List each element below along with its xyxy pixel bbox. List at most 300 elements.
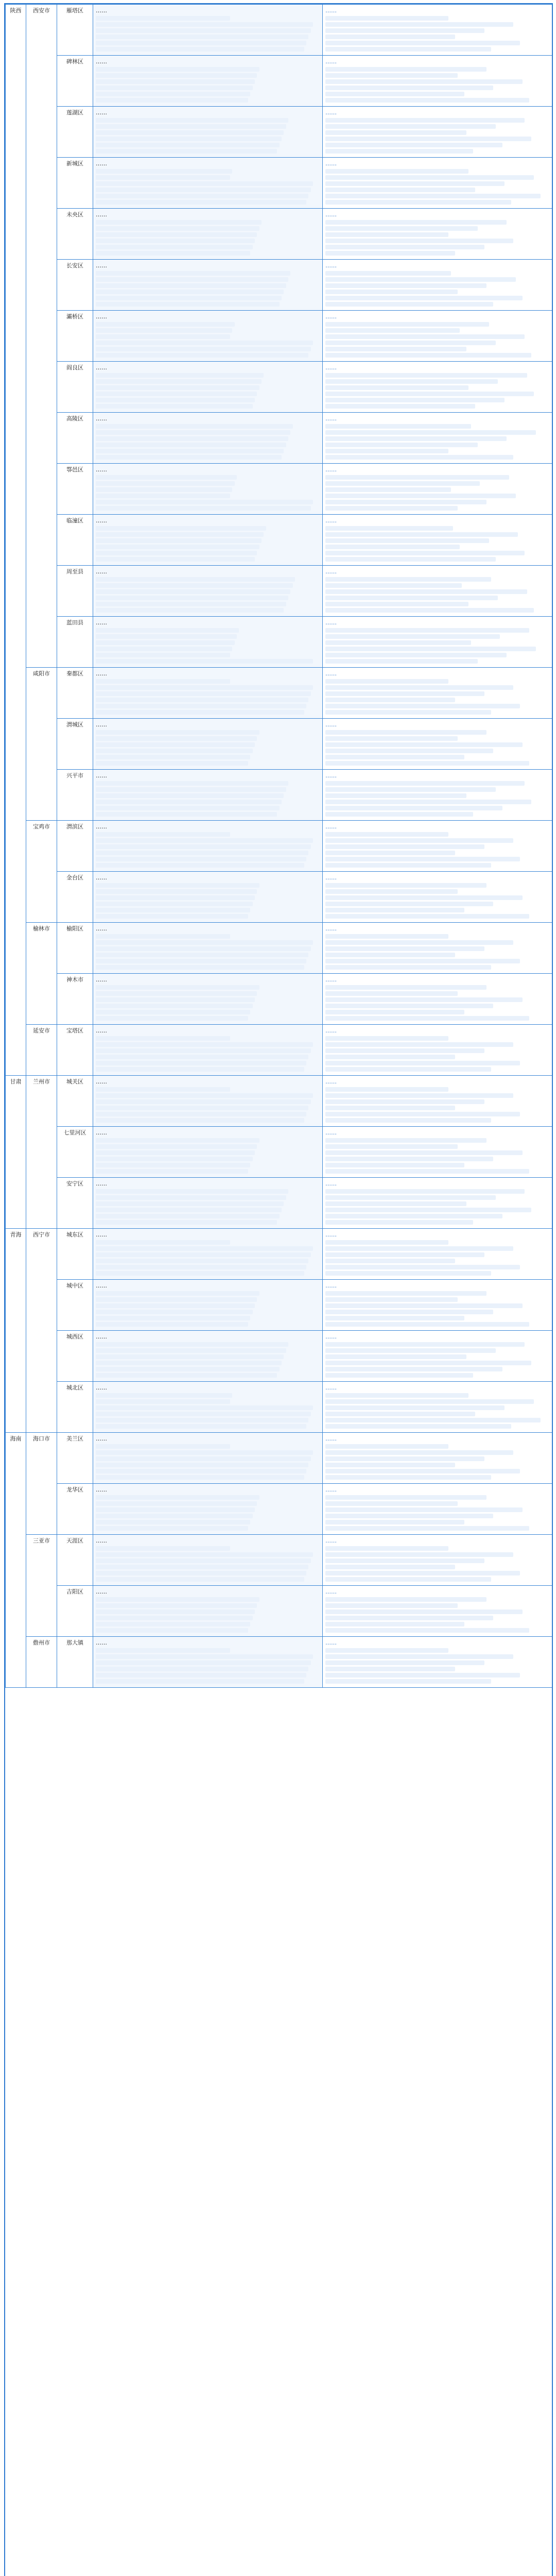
mid-risk-text: …… (325, 925, 337, 932)
text-line-placeholder (325, 755, 464, 759)
text-line-placeholder (96, 1067, 304, 1072)
table-row (6, 413, 552, 464)
text-line-placeholder (325, 1361, 531, 1365)
text-line-placeholder (325, 92, 464, 96)
text-line-placeholder (325, 812, 473, 817)
high-risk-text: …… (96, 1078, 107, 1085)
text-line-placeholder (96, 1361, 282, 1365)
text-line-placeholder (325, 137, 531, 141)
high-risk-text: …… (96, 721, 107, 728)
city-cell: 兰州市 (26, 1076, 57, 1229)
high-risk-text: …… (96, 670, 107, 677)
district-cell: 金台区 (57, 872, 93, 923)
text-line-placeholder (96, 1004, 253, 1008)
mid-risk-text: …… (325, 160, 337, 167)
text-line-placeholder (325, 322, 489, 327)
text-line-placeholder (96, 1520, 250, 1524)
text-line-placeholder (96, 1418, 308, 1422)
text-line-placeholder (96, 1616, 253, 1620)
text-line-placeholder (325, 1609, 523, 1614)
risk-table-body (6, 5, 552, 1688)
table-row (6, 1076, 552, 1127)
text-line-placeholder (325, 1265, 520, 1269)
text-line-placeholder (96, 79, 255, 84)
city-cell: 儋州市 (26, 1637, 57, 1688)
mid-risk-text: …… (325, 415, 337, 422)
mid-risk-text: …… (325, 1588, 337, 1595)
district-cell: 城西区 (57, 1331, 93, 1382)
high-risk-text: …… (96, 1129, 107, 1136)
district-cell: 兴平市 (57, 770, 93, 821)
text-line-placeholder (96, 92, 250, 96)
text-line-placeholder (325, 1495, 486, 1500)
text-line-placeholder (96, 436, 288, 441)
text-line-placeholder (325, 895, 523, 900)
high-risk-text: …… (96, 466, 107, 473)
table-row (6, 1484, 552, 1535)
text-line-placeholder (96, 328, 232, 333)
high-risk-text: …… (96, 1435, 107, 1442)
text-line-placeholder (325, 710, 491, 715)
text-line-placeholder (96, 1399, 230, 1404)
district-cell: 高陵区 (57, 413, 93, 464)
text-line-placeholder (325, 1036, 448, 1041)
text-line-placeholder (96, 475, 237, 480)
text-line-placeholder (96, 1514, 253, 1518)
text-line-placeholder (96, 685, 313, 690)
high-risk-cell (93, 668, 323, 719)
text-line-placeholder (325, 475, 509, 480)
text-line-placeholder (325, 551, 525, 555)
district-cell: 城关区 (57, 1076, 93, 1127)
table-row (6, 1178, 552, 1229)
text-line-placeholder (325, 1520, 464, 1524)
text-line-placeholder (96, 1163, 250, 1167)
district-cell: 城东区 (57, 1229, 93, 1280)
district-cell: 莲湖区 (57, 107, 93, 158)
district-cell: 鄠邑区 (57, 464, 93, 515)
text-line-placeholder (325, 41, 520, 45)
mid-risk-text: …… (325, 58, 337, 65)
text-line-placeholder (96, 430, 290, 435)
table-row (6, 668, 552, 719)
text-line-placeholder (325, 1099, 484, 1104)
text-line-placeholder (96, 1603, 257, 1608)
text-line-placeholder (325, 181, 505, 186)
text-line-placeholder (325, 902, 493, 906)
text-line-placeholder (325, 1507, 523, 1512)
text-line-placeholder (96, 602, 286, 606)
text-line-placeholder (325, 1201, 466, 1206)
table-row (6, 719, 552, 770)
text-line-placeholder (96, 1265, 306, 1269)
text-line-placeholder (96, 895, 255, 900)
text-line-placeholder (325, 1546, 448, 1551)
mid-risk-cell (323, 1484, 552, 1535)
text-line-placeholder (96, 1220, 277, 1225)
text-line-placeholder (96, 1660, 311, 1665)
mid-risk-text: …… (325, 1333, 337, 1340)
district-cell: 未央区 (57, 209, 93, 260)
text-line-placeholder (96, 551, 257, 555)
text-line-placeholder (325, 1514, 493, 1518)
text-line-placeholder (325, 1106, 455, 1110)
text-line-placeholder (96, 1673, 306, 1677)
text-line-placeholder (325, 1418, 541, 1422)
text-line-placeholder (96, 1169, 248, 1174)
table-row (6, 974, 552, 1025)
text-line-placeholder (96, 908, 250, 912)
text-line-placeholder (96, 679, 230, 684)
mid-risk-cell (323, 1025, 552, 1076)
text-line-placeholder (325, 1571, 520, 1575)
table-row (6, 1229, 552, 1280)
text-line-placeholder (325, 1660, 484, 1665)
text-line-placeholder (325, 1354, 466, 1359)
mid-risk-text: …… (325, 7, 337, 14)
high-risk-text: …… (96, 1333, 107, 1340)
text-line-placeholder (96, 710, 304, 715)
text-line-placeholder (96, 1609, 255, 1614)
text-line-placeholder (325, 1552, 513, 1557)
text-line-placeholder (325, 22, 513, 27)
text-line-placeholder (96, 1195, 286, 1200)
city-cell: 西安市 (26, 5, 57, 668)
text-line-placeholder (325, 985, 486, 990)
high-risk-text: …… (96, 1027, 107, 1034)
high-risk-text: …… (96, 568, 107, 575)
district-cell: 榆阳区 (57, 923, 93, 974)
high-risk-text: …… (96, 1537, 107, 1544)
text-line-placeholder (96, 761, 248, 766)
text-line-placeholder (325, 232, 448, 237)
text-line-placeholder (325, 1010, 464, 1014)
text-line-placeholder (325, 1055, 455, 1059)
text-line-placeholder (96, 914, 248, 919)
high-risk-cell (93, 566, 323, 617)
text-line-placeholder (96, 1463, 308, 1467)
text-line-placeholder (325, 800, 531, 804)
text-line-placeholder (96, 143, 280, 147)
text-line-placeholder (325, 169, 468, 174)
text-line-placeholder (96, 857, 306, 861)
district-cell: 阎良区 (57, 362, 93, 413)
text-line-placeholder (96, 1138, 259, 1143)
district-cell: 天涯区 (57, 1535, 93, 1586)
text-line-placeholder (96, 1240, 230, 1245)
text-line-placeholder (96, 1565, 308, 1569)
text-line-placeholder (325, 1297, 458, 1302)
mid-risk-cell (323, 56, 552, 107)
mid-risk-text: …… (325, 976, 337, 983)
text-line-placeholder (325, 455, 513, 460)
city-cell: 延安市 (26, 1025, 57, 1076)
text-line-placeholder (96, 793, 284, 798)
table-row (6, 617, 552, 668)
high-risk-text: …… (96, 976, 107, 983)
high-risk-cell (93, 1433, 323, 1484)
text-line-placeholder (325, 679, 448, 684)
text-line-placeholder (96, 889, 257, 894)
table-row (6, 821, 552, 872)
text-line-placeholder (96, 455, 282, 460)
mid-risk-cell (323, 464, 552, 515)
district-cell: 新城区 (57, 158, 93, 209)
text-line-placeholder (96, 1348, 286, 1353)
text-line-placeholder (325, 1061, 520, 1065)
text-line-placeholder (325, 914, 529, 919)
text-line-placeholder (325, 404, 475, 409)
text-line-placeholder (96, 385, 259, 390)
high-risk-text: …… (96, 1231, 107, 1238)
text-line-placeholder (325, 1622, 464, 1626)
text-line-placeholder (96, 1316, 250, 1320)
text-line-placeholder (96, 538, 262, 543)
high-risk-cell (93, 1076, 323, 1127)
text-line-placeholder (325, 1303, 523, 1308)
risk-table-grid (5, 4, 552, 1688)
text-line-placeholder (96, 1201, 284, 1206)
mid-risk-text: …… (325, 1129, 337, 1136)
text-line-placeholder (96, 1303, 255, 1308)
mid-risk-text: …… (325, 1078, 337, 1085)
high-risk-text: …… (96, 772, 107, 779)
text-line-placeholder (96, 481, 235, 486)
text-line-placeholder (96, 640, 235, 645)
text-line-placeholder (96, 1099, 311, 1104)
table-row (6, 5, 552, 56)
district-cell: 七里河区 (57, 1127, 93, 1178)
high-risk-cell (93, 158, 323, 209)
table-row (6, 1535, 552, 1586)
text-line-placeholder (325, 1367, 502, 1371)
district-cell: 蓝田县 (57, 617, 93, 668)
mid-risk-cell (323, 617, 552, 668)
district-cell: 碑林区 (57, 56, 93, 107)
district-cell: 临潼区 (57, 515, 93, 566)
text-line-placeholder (96, 1010, 250, 1014)
high-risk-cell (93, 923, 323, 974)
text-line-placeholder (325, 1157, 493, 1161)
text-line-placeholder (325, 863, 491, 868)
text-line-placeholder (96, 557, 255, 562)
mid-risk-text: …… (325, 466, 337, 473)
text-line-placeholder (96, 22, 313, 27)
text-line-placeholder (96, 1546, 230, 1551)
text-line-placeholder (325, 685, 513, 690)
text-line-placeholder (325, 1259, 455, 1263)
text-line-placeholder (325, 98, 529, 103)
high-risk-text: …… (96, 1282, 107, 1289)
text-line-placeholder (325, 239, 513, 243)
text-line-placeholder (96, 245, 253, 249)
mid-risk-cell (323, 1433, 552, 1484)
mid-risk-cell (323, 413, 552, 464)
text-line-placeholder (96, 653, 230, 657)
text-line-placeholder (325, 583, 462, 588)
text-line-placeholder (325, 1424, 511, 1429)
high-risk-text: …… (96, 262, 107, 269)
text-line-placeholder (96, 47, 304, 52)
text-line-placeholder (325, 1271, 491, 1276)
high-risk-text: …… (96, 313, 107, 320)
high-risk-cell (93, 515, 323, 566)
text-line-placeholder (325, 749, 493, 753)
text-line-placeholder (96, 704, 306, 708)
risk-area-table (5, 4, 552, 1688)
text-line-placeholder (325, 436, 507, 441)
high-risk-cell (93, 821, 323, 872)
text-line-placeholder (96, 35, 308, 39)
text-line-placeholder (325, 659, 478, 664)
text-line-placeholder (325, 787, 496, 792)
district-cell: 龙华区 (57, 1484, 93, 1535)
text-line-placeholder (96, 844, 311, 849)
mid-risk-cell (323, 872, 552, 923)
text-line-placeholder (96, 832, 230, 837)
mid-risk-text: …… (325, 721, 337, 728)
text-line-placeholder (325, 245, 484, 249)
mid-risk-text: …… (325, 1537, 337, 1544)
district-cell: 长安区 (57, 260, 93, 311)
text-line-placeholder (325, 634, 500, 639)
high-risk-text: …… (96, 1588, 107, 1595)
text-line-placeholder (96, 545, 259, 549)
text-line-placeholder (96, 500, 313, 504)
text-line-placeholder (96, 347, 311, 351)
high-risk-cell (93, 413, 323, 464)
high-risk-cell (93, 1586, 323, 1637)
text-line-placeholder (96, 271, 290, 276)
text-line-placeholder (96, 98, 248, 103)
text-line-placeholder (96, 1106, 308, 1110)
high-risk-cell (93, 1127, 323, 1178)
text-line-placeholder (325, 1048, 484, 1053)
text-line-placeholder (96, 883, 259, 888)
text-line-placeholder (325, 1405, 505, 1410)
text-line-placeholder (325, 1252, 484, 1257)
text-line-placeholder (325, 1322, 529, 1327)
text-line-placeholder (325, 1667, 455, 1671)
mid-risk-text: …… (325, 772, 337, 779)
text-line-placeholder (96, 1571, 306, 1575)
table-row (6, 464, 552, 515)
text-line-placeholder (96, 1648, 230, 1653)
text-line-placeholder (96, 902, 253, 906)
text-line-placeholder (325, 47, 491, 52)
text-line-placeholder (96, 1405, 313, 1410)
mid-risk-text: …… (325, 262, 337, 269)
province-cell: 青海 (6, 1229, 26, 1433)
text-line-placeholder (96, 1322, 248, 1327)
high-risk-text: …… (96, 823, 107, 830)
mid-risk-cell (323, 1637, 552, 1688)
high-risk-text: …… (96, 109, 107, 116)
high-risk-cell (93, 1484, 323, 1535)
text-line-placeholder (325, 1240, 448, 1245)
high-risk-text: …… (96, 7, 107, 14)
table-row (6, 107, 552, 158)
city-cell: 宝鸡市 (26, 821, 57, 923)
text-line-placeholder (96, 1036, 230, 1041)
text-line-placeholder (96, 175, 230, 180)
text-line-placeholder (325, 1214, 502, 1218)
text-line-placeholder (96, 181, 313, 186)
text-line-placeholder (325, 1450, 513, 1455)
text-line-placeholder (325, 704, 520, 708)
text-line-placeholder (96, 1246, 313, 1251)
mid-risk-cell (323, 1280, 552, 1331)
high-risk-cell (93, 872, 323, 923)
district-cell: 吉阳区 (57, 1586, 93, 1637)
high-risk-cell (93, 209, 323, 260)
text-line-placeholder (325, 1016, 529, 1021)
table-row (6, 1127, 552, 1178)
mid-risk-text: …… (325, 109, 337, 116)
text-line-placeholder (96, 1342, 288, 1347)
text-line-placeholder (325, 545, 460, 549)
mid-risk-cell (323, 1586, 552, 1637)
text-line-placeholder (325, 481, 480, 486)
text-line-placeholder (325, 1195, 496, 1200)
text-line-placeholder (325, 1558, 484, 1563)
mid-risk-cell (323, 209, 552, 260)
city-cell: 西宁市 (26, 1229, 57, 1433)
text-line-placeholder (325, 392, 534, 396)
text-line-placeholder (325, 557, 496, 562)
high-risk-text: …… (96, 1384, 107, 1391)
mid-risk-text: …… (325, 1639, 337, 1646)
text-line-placeholder (325, 908, 464, 912)
text-line-placeholder (96, 1501, 257, 1506)
text-line-placeholder (96, 1654, 313, 1659)
mid-risk-cell (323, 668, 552, 719)
text-line-placeholder (96, 424, 293, 429)
text-line-placeholder (325, 698, 455, 702)
district-cell: 秦都区 (57, 668, 93, 719)
text-line-placeholder (96, 812, 277, 817)
mid-risk-text: …… (325, 1282, 337, 1289)
table-row (6, 1586, 552, 1637)
text-line-placeholder (96, 194, 308, 198)
risk-area-sheet (4, 3, 553, 2576)
high-risk-cell (93, 1535, 323, 1586)
text-line-placeholder (325, 965, 491, 970)
text-line-placeholder (96, 1150, 255, 1155)
text-line-placeholder (96, 124, 286, 129)
text-line-placeholder (96, 487, 232, 492)
text-line-placeholder (96, 1424, 306, 1429)
table-row (6, 362, 552, 413)
text-line-placeholder (96, 1310, 253, 1314)
text-line-placeholder (325, 577, 491, 582)
text-line-placeholder (96, 1297, 257, 1302)
text-line-placeholder (325, 532, 518, 537)
text-line-placeholder (96, 1444, 230, 1449)
text-line-placeholder (96, 946, 311, 951)
high-risk-cell (93, 1280, 323, 1331)
text-line-placeholder (96, 1558, 311, 1563)
text-line-placeholder (325, 647, 536, 651)
mid-risk-cell (323, 566, 552, 617)
text-line-placeholder (325, 1444, 448, 1449)
text-line-placeholder (325, 1144, 458, 1149)
high-risk-text: …… (96, 1180, 107, 1187)
mid-risk-cell (323, 821, 552, 872)
text-line-placeholder (96, 1507, 255, 1512)
text-line-placeholder (96, 730, 259, 735)
table-row (6, 311, 552, 362)
